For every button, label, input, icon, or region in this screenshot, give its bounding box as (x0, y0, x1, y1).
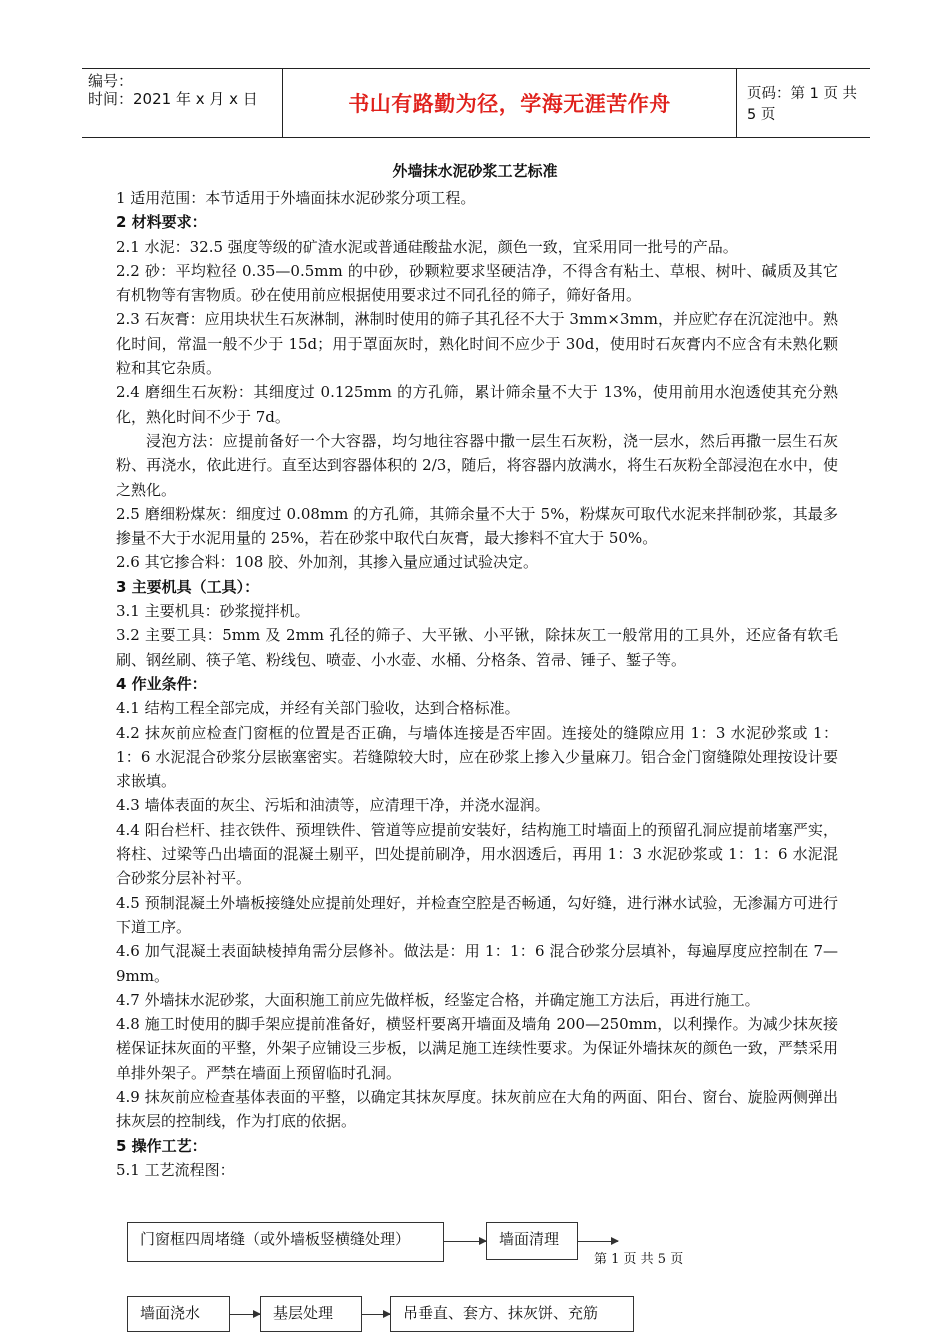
header-meta (82, 69, 282, 137)
document-title: 外墙抹水泥砂浆工艺标准 (392, 162, 558, 180)
page-label: 页码：第 1 页 共 5 页 (747, 86, 858, 123)
body-paragraph: 3.2 主要工具：5mm 及 2mm 孔径的筛子、大平锹、小平锹，除抹灰工一般常用的工具外，还应备有软毛刷、钢丝刷、筷子笔、粉线包、喷壶、小水壶、水桶、分格条、笤帚、锤子、錾子等。 (116, 626, 838, 669)
section-heading: 2 材料要求： (116, 213, 207, 232)
body-paragraph: 4.1 结构工程全部完成，并经有关部门验收，达到合格标准。 (116, 699, 520, 718)
body-paragraph: 4.5 预制混凝土外墙板接缝处应提前处理好，并检查空腔是否畅通，勾好缝，进行淋水试验，无渗漏方可进行下道工序。 (116, 893, 838, 936)
body-paragraph: 4.3 墙体表面的灰尘、污垢和油渍等，应清理干净，并浇水湿润。 (116, 796, 550, 815)
flow-arrow-1 (444, 1241, 486, 1242)
number-label: 编号： (88, 72, 134, 90)
flow-step-5-label: 吊垂直、套方、抹灰饼、充筋 (403, 1304, 599, 1322)
section-heading: 5 操作工艺： (116, 1136, 207, 1155)
flow-arrow-2 (578, 1241, 618, 1242)
header-motto-cell (282, 69, 737, 137)
motto-text: 书山有路勤为径，学海无涯苦作舟 (348, 92, 671, 116)
section-heading: 3 主要机具（工具）： (116, 577, 260, 596)
body-paragraph: 1 适用范围：本节适用于外墙面抹水泥砂浆分项工程。 (116, 189, 476, 207)
body-paragraph: 2.5 磨细粉煤灰：细度过 0.08mm 的方孔筛，其筛余量不大于 5%，粉煤灰可取代水泥来拌制砂浆，其最多掺量不大于水泥用量的 25%，若在砂浆中取代白灰膏，最大掺料不宜大于 50%。 (116, 504, 838, 548)
flow-arrow-4 (362, 1314, 390, 1315)
time-label: 时间：2021 年 x 月 x 日 (88, 90, 258, 108)
body-paragraph: 4.9 抹灰前应检查基体表面的平整，以确定其抹灰厚度。抹灰前应在大角的两面、阳台、窗台、旋脸两侧弹出抹灰层的控制线，作为打底的依据。 (116, 1087, 838, 1131)
section-heading: 4 作业条件： (116, 674, 207, 693)
body-paragraph: 2.4 磨细生石灰粉：其细度过 0.125mm 的方孔筛，累计筛余量不大于 13%，使用前用水泡透使其充分熟化，熟化时间不少于 7d。 (116, 383, 838, 426)
body-paragraph: 4.8 施工时使用的脚手架应提前准备好，横竖杆要离开墙面及墙角 200—250mm，以利操作。为减少抹灰接槎保证抹灰面的平整，外架子应铺设三步板，以满足施工连续性要求。为保证外墙抹灰的颜色一致，严禁采用单排外架子。严禁在墙面上预留临时孔洞。 (116, 1015, 838, 1082)
flow-step-3 (127, 1296, 230, 1332)
header-page-cell (737, 69, 870, 137)
flow-step-5 (390, 1296, 634, 1332)
document-header (82, 68, 870, 138)
body-paragraph: 2.3 石灰膏：应用块状生石灰淋制，淋制时使用的筛子其孔径不大于 3mm×3mm，并应贮存在沉淀池中。熟化时间，常温一般不少于 15d；用于罩面灰时，熟化时间不应少于 30d，使用时石灰膏内不应含有未熟化颗粒和其它杂质。 (116, 310, 838, 378)
body-paragraph: 浸泡方法：应提前备好一个大容器，均匀地往容器中撒一层生石灰粉，浇一层水，然后再撒一层生石灰粉、再浇水，依此进行。直至达到容器体积的 2/3，随后，将容器内放满水，将生石灰粉全部浸泡在水中，使之熟化。 (116, 431, 838, 499)
flow-step-4-label: 基层处理 (273, 1304, 334, 1322)
body-paragraph: 4.6 加气混凝土表面缺棱掉角需分层修补。做法是：用 1：1：6 混合砂浆分层填补，每遍厚度应控制在 7—9mm。 (116, 942, 838, 985)
body-paragraph: 4.7 外墙抹水泥砂浆，大面积施工前应先做样板，经鉴定合格，并确定施工方法后，再进行施工。 (116, 990, 760, 1009)
body-paragraph: 2.1 水泥：32.5 强度等级的矿渣水泥或普通硅酸盐水泥，颜色一致，宜采用同一批号的产品。 (116, 237, 738, 256)
flow-step-2-label: 墙面清理 (499, 1230, 560, 1248)
body-paragraph: 2.6 其它掺合料：108 胶、外加剂，其掺入量应通过试验决定。 (116, 553, 539, 572)
document-body (116, 186, 838, 1182)
body-paragraph: 5.1 工艺流程图： (116, 1160, 235, 1179)
body-paragraph: 4.2 抹灰前应检查门窗框的位置是否正确，与墙体连接是否牢固。连接处的缝隙应用 1：3 水泥砂浆或 1：1：6 水泥混合砂浆分层嵌塞密实。若缝隙较大时，应在砂浆上掺入少量麻刀。铝合金门窗缝隙处理按设计要求嵌填。 (116, 723, 838, 791)
flow-arrow-3 (230, 1314, 260, 1315)
flow-step-2 (486, 1222, 578, 1260)
body-paragraph: 3.1 主要机具：砂浆搅拌机。 (116, 602, 310, 621)
body-paragraph: 2.2 砂：平均粒径 0.35—0.5mm 的中砂，砂颗粒要求坚硬洁净，不得含有粘土、草根、树叶、碱质及其它有机物等有害物质。砂在使用前应根据使用要求过不同孔径的筛子，筛好备用。 (116, 261, 838, 305)
footer-page-note: 第 1 页 共 5 页 (594, 1252, 684, 1267)
flow-step-3-label: 墙面浇水 (140, 1304, 201, 1322)
flow-step-1-label: 门窗框四周堵缝（或外墙板竖横缝处理） (140, 1230, 411, 1248)
body-paragraph: 4.4 阳台栏杆、挂衣铁件、预埋铁件、管道等应提前安装好，结构施工时墙面上的预留孔洞应提前堵塞严实，将柱、过梁等凸出墙面的混凝土剔平，凹处提前刷净，用水洇透后，再用 1：3 水泥砂浆或 1：1：6 水泥混合砂浆分层补衬平。 (116, 820, 838, 888)
flow-step-1 (127, 1222, 444, 1262)
flow-step-4 (260, 1296, 362, 1332)
